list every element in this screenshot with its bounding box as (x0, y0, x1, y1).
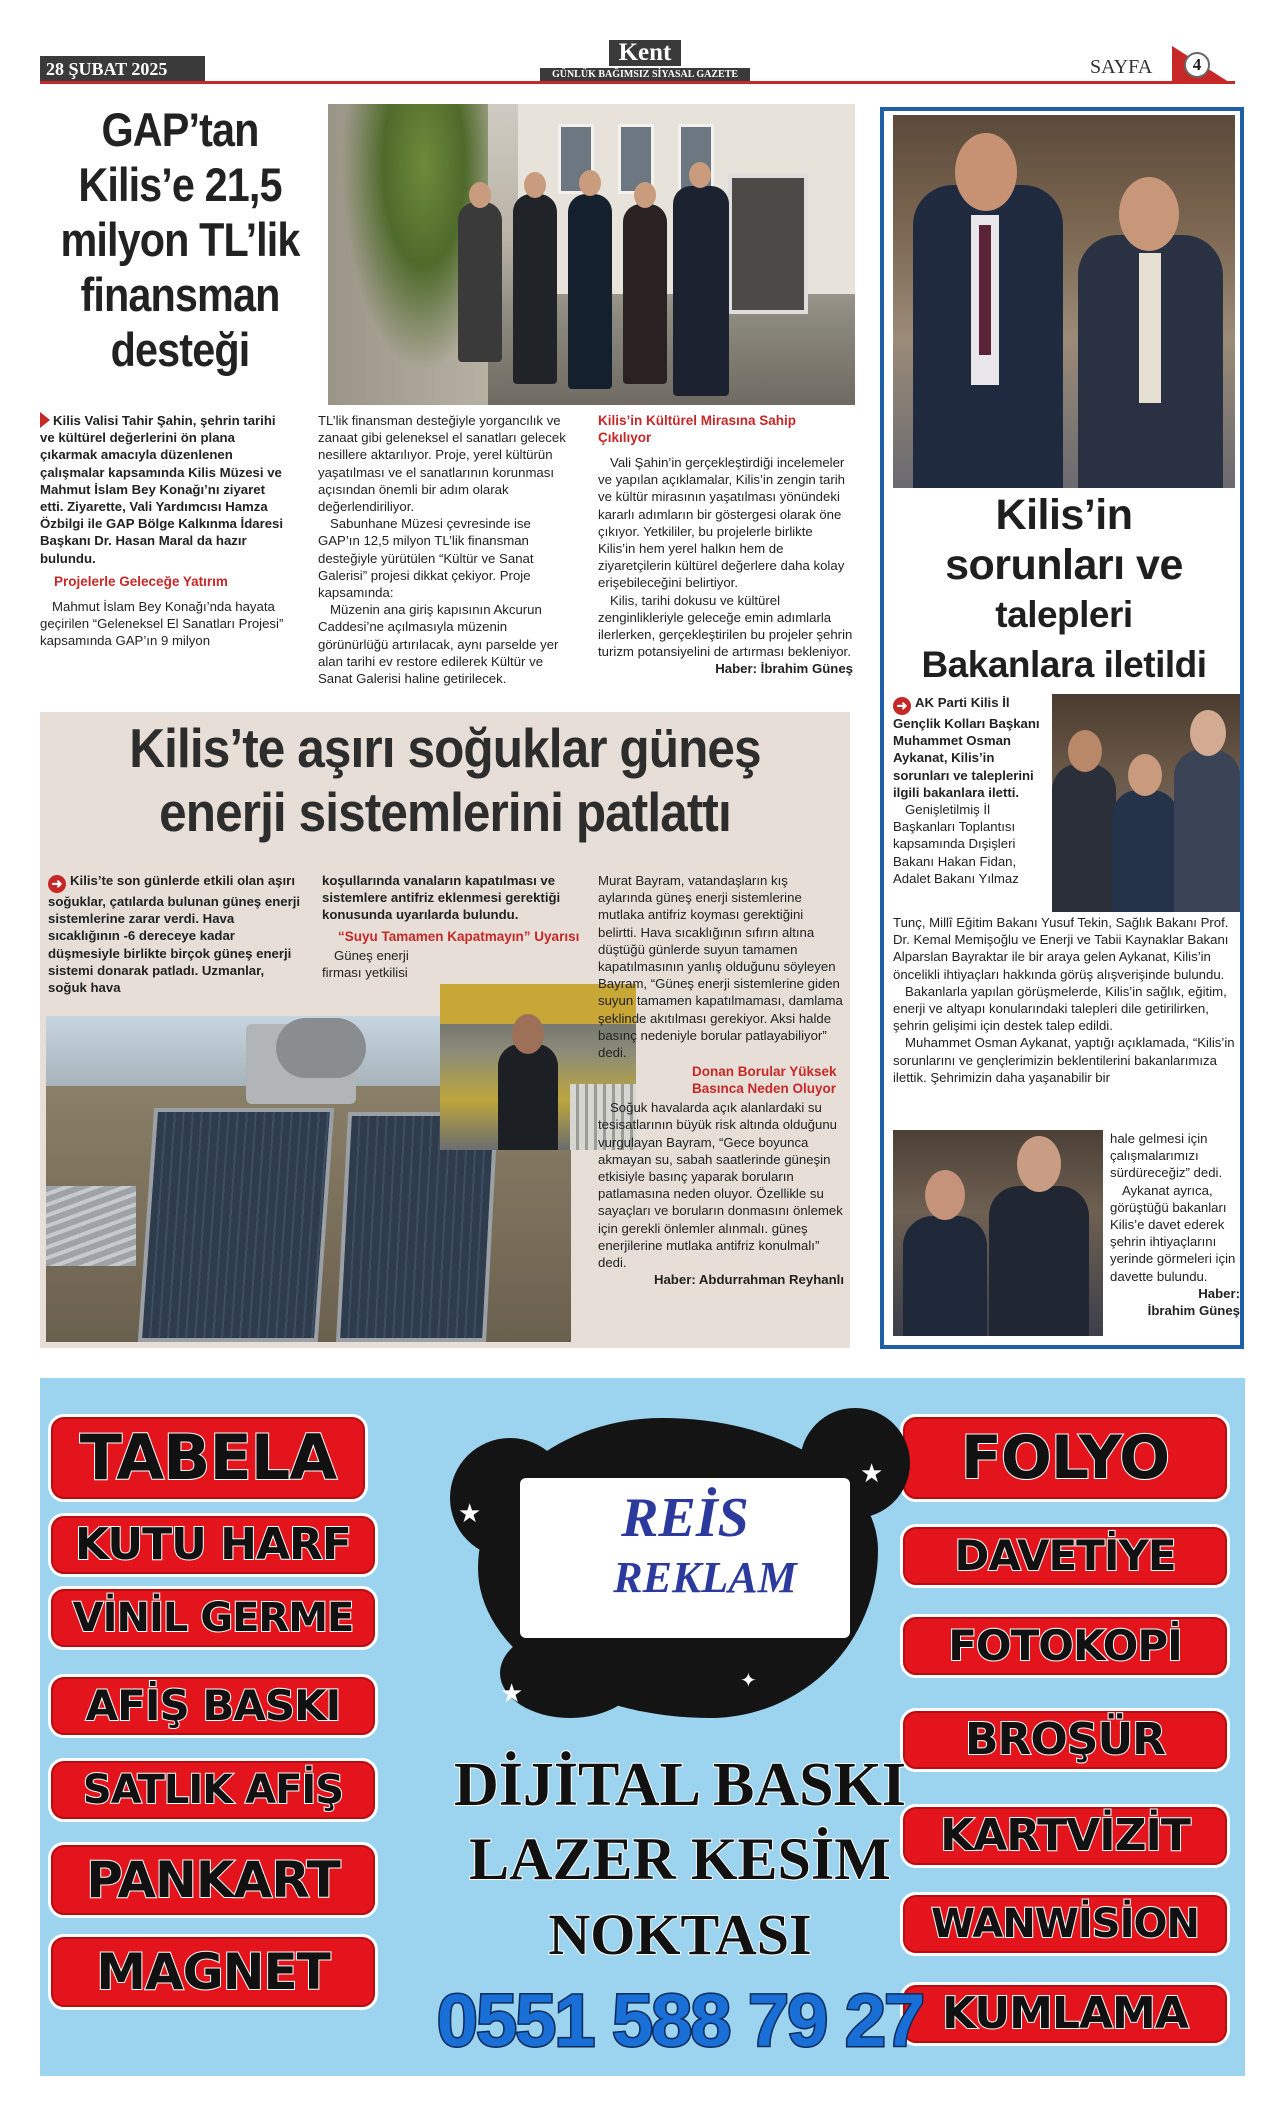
article2-column-2 (322, 872, 584, 981)
ad-service-afis-baski: AFİŞ BASKI (48, 1674, 378, 1738)
article1-byline: Haber: İbrahim Güneş (715, 661, 853, 677)
headline-line: desteği (110, 323, 250, 376)
star-icon: ★ (500, 1678, 524, 1708)
bullet-arrow-icon (40, 412, 50, 428)
article3-paragraph: Bakanlarla yapılan görüşmelerde, Kilis’in sağlık, eğitim, enerji ve altyapı konularındaki talepleri dile getirilirken, şehrin gelişimi için destek talep edildi. (893, 983, 1227, 1034)
article1-column-2 (318, 412, 570, 687)
ad-center-block (436, 1378, 924, 2076)
ad-service-magnet: MAGNET (48, 1934, 378, 2010)
article1-paragraph: Müzenin ana giriş kapısının Akcurun Caddesi’ne açılmasıyla müzenin görünürlüğü artırılacak, aynı parselde yer alan tarihi ev restore edilerek Kültür ve Sanat Galerisi haline getirilecek. (318, 602, 559, 687)
headline-line: Bakanlara iletildi (921, 644, 1207, 685)
paper-subtitle: GÜNLÜK BAĞIMSIZ SİYASAL GAZETE (540, 68, 750, 82)
ad-service-satlik-afis: SATLIK AFİŞ (48, 1758, 378, 1822)
article3-photo-handshake (893, 1130, 1103, 1336)
bullet-arrow-icon: ➜ (893, 697, 911, 715)
star-icon: ★ (458, 1498, 482, 1528)
advertisement-reis-reklam[interactable] (40, 1378, 1245, 2076)
headline-line: Kilis’in (995, 491, 1133, 539)
headline-line: milyon TL’lik (60, 213, 300, 266)
article2-paragraph: Soğuk havalarda açık alanlardaki su tesisatlarının büyük risk altında olduğunu vurgulayan Bayram, “Gece boyunca akmayan su, sabah saatlerinde güneşin etkisiyle basınç yaparak boruların patlamasına neden oluyor. Özellikle su sayaçları ve boruların donmasını önlemek için gerekli önlemler alınmalı. güneş enerjilerine mutlaka antifriz konulmalı” dedi. (598, 1100, 843, 1271)
article2-column-1 (48, 872, 306, 996)
ad-service-brosur: BROŞÜR (900, 1708, 1230, 1772)
article2-lead: Kilis’te son günlerde etkili olan aşırı soğuklar, çatılarda bulunan güneş enerji sistemlerine zarar verdi. Hava sıcaklığının -6 dereceye kadar düşmesiyle birlikte birçok güneş enerji sistemi donarak patladı. Uzmanlar, soğuk hava (48, 873, 301, 996)
article3-paragraph: Aykanat ayrıca, görüştüğü bakanları Kilis’e davet ederek şehrin ihtiyaçlarını yerinde görmeleri için davette bulundu. (1110, 1182, 1236, 1284)
article3-byline-name: İbrahim Güneş (1147, 1303, 1240, 1319)
article3-photo-group (1052, 694, 1240, 912)
article3-column-bottom (1110, 1130, 1240, 1319)
star-icon: ✦ (740, 1670, 757, 1692)
ad-service-kutu-harf: KUTU HARF (48, 1513, 378, 1577)
article3-paragraph: Genişletilmiş İl Başkanları Toplantısı kapsamında Dışişleri Bakanı Hakan Fidan, Adalet Bakanı Yılmaz (893, 802, 1019, 886)
article1-subhead-2: Kilis’in Kültürel Mirasına Sahip Çıkılıyor (598, 413, 797, 445)
article2-byline: Haber: Abdurrahman Reyhanlı (653, 1272, 844, 1288)
ad-service-tabela: TABELA (48, 1414, 368, 1502)
headline-line: sorunları ve (945, 541, 1183, 589)
paper-name: Kent (609, 40, 682, 66)
ad-service-kumlama: KUMLAMA (900, 1982, 1230, 2046)
article2-lead-continued: koşullarında vanaların kapatılması ve sistemlere antifriz eklenmesi gerektiği konusunda uyarılarda bulundu. (322, 873, 561, 923)
ad-line-dijital-baski: DİJİTAL BASKI (454, 1751, 906, 1819)
header-rule (40, 81, 1235, 84)
article1-paragraph: Mahmut İslam Bey Konağı’nda hayata geçirilen “Geleneksel El Sanatları Projesi” kapsamında GAP’ın 9 milyon (40, 598, 284, 649)
article2-headline (81, 716, 810, 844)
headline-line: enerji sistemlerini patlattı (159, 781, 731, 843)
article1-paragraph: Kilis, tarihi dokusu ve kültürel zenginlikleriyle geleceğe emin adımlarla ilerlerken, gerçekleştirilen bu projeler şehrin turizm potansiyelini de artırması bekleniyor. (598, 592, 853, 660)
article3-lead: AK Parti Kilis İl Gençlik Kolları Başkanı Muhammet Osman Aykanat, Kilis’in sorunları ve taleplerini ilgili bakanlara iletti. (893, 695, 1040, 800)
article1-paragraph: Sabunhane Müzesi çevresinde ise GAP’ın 12,5 milyon TL’lik finansman desteğiyle yürütülen “Kültür ve Sanat Galerisi” projesi dikkat çekiyor. Proje kapsamında: (318, 516, 534, 601)
ad-phone-number[interactable]: 0551 588 79 27 (436, 1979, 924, 2062)
bullet-arrow-icon: ➜ (48, 875, 66, 893)
article2-paragraph: Güneş enerji firması yetkilisi (322, 947, 409, 980)
logo-text: REİS REKLAM (613, 1487, 797, 1602)
headline-line: Kilis’e 21,5 (78, 158, 282, 211)
issue-date: 28 ŞUBAT 2025 (40, 56, 205, 82)
article3-photo-minister-meeting (893, 115, 1235, 488)
article1-photo-governor-visit (328, 104, 855, 405)
article3-column-full (893, 914, 1239, 1086)
article3-paragraph: Tunç, Millî Eğitim Bakanı Yusuf Tekin, Sağlık Bakanı Prof. Dr. Kemal Memişoğlu ve Enerji ve Tabii Kaynaklar Bakanı Alparslan Bayraktar ile bir araya gelen Aykanat, Kilis’in öncelikli ihtiyaçları hakkında görüş alışverişinde bulundu. (893, 915, 1229, 982)
headline-line: finansman (80, 268, 280, 321)
article2-paragraph: Murat Bayram, vatandaşların kış aylarında güneş enerji sistemlerine mutlaka antifriz koyması gerektiğini belirtti. Hava sıcaklığının sıfırın altına düştüğü günlerde suyun tamamen kapatılmasının yanlış olduğunu söyleyen Bayram, “Güneş enerji sistemlerine giden suyun tamamen kapatılmaması, damlama şeklinde akıtılması gerekiyor. Aksi halde basınç nedeniyle borular patlayabiliyor” dedi. (598, 873, 843, 1061)
article1-lead: Kilis Valisi Tahir Şahin, şehrin tarihi ve kültürel değerlerini ön plana çıkarmak amacıyla düzenlenen çalışmalar kapsamında Kilis Müzesi ve Mahmut İslam Bey Konağı’nı ziyaret etti. Ziyarette, Vali Yardımcısı Hamza Özbilgi ile GAP Bölge Kalkınma İdaresi Başkanı Dr. Hasan Maral da hazır bulundu. (40, 413, 284, 566)
ad-line-noktasi: NOKTASI (548, 1902, 812, 1967)
article1-column-1 (40, 412, 292, 649)
ad-line-lazer-kesim: LAZER KESİM (469, 1826, 891, 1892)
ad-service-folyo: FOLYO (900, 1414, 1230, 1502)
article1-column-3 (598, 412, 853, 678)
article3-headline (893, 490, 1235, 690)
ad-service-wanwision: WANWİSİON (900, 1892, 1230, 1956)
article3-paragraph: hale gelmesi için çalışmalarımızı sürdüreceğiz” dedi. (1110, 1131, 1223, 1181)
ad-service-kartvizit: KARTVİZİT (900, 1804, 1230, 1868)
star-icon: ★ (860, 1458, 884, 1488)
article3-paragraph: Muhammet Osman Aykanat, yaptığı açıklamada, “Kilis’in sorunlarını ve gençlerimizin beklentilerini bakanlarımıza ilettik. Şehrimizin daha yaşanabilir bir (893, 1035, 1235, 1085)
article1-headline (57, 102, 303, 377)
page-number: 4 (1184, 52, 1210, 78)
page-label: SAYFA (1090, 56, 1153, 78)
page-number-badge (1172, 46, 1232, 84)
article1-subhead-1: Projelerle Geleceğe Yatırım (54, 573, 228, 589)
article3-byline-label: Haber: (1198, 1285, 1240, 1301)
headline-line: GAP’tan (101, 103, 259, 156)
ad-service-davetiye: DAVETİYE (900, 1524, 1230, 1588)
article1-paragraph: TL’lik finansman desteğiyle yorgancılık ve zanaat gibi geleneksel el sanatları gelecek nesillere aktarılıyor. Proje, yerel kültürün yaşatılması ve el sanatlarının korunması açısından önemli bir adım olarak değerlendiriliyor. (318, 413, 566, 515)
headline-line: Kilis’te aşırı soğuklar güneş (129, 717, 761, 779)
ad-service-vinil-germe: VİNİL GERME (48, 1586, 378, 1650)
masthead (540, 40, 750, 84)
article2-subhead-2: Donan Borular Yüksek Basınca Neden Oluyor (692, 1064, 837, 1097)
ad-service-pankart: PANKART (48, 1842, 378, 1918)
ad-service-fotokopi: FOTOKOPİ (900, 1614, 1230, 1678)
article1-paragraph: Vali Şahin’in gerçekleştirdiği incelemeler ve yapılan açıklamalar, Kilis’in zengin tarih ve kültür mirasının yaşatılması yönündeki kararlı adımların bir göstergesi olarak öne çıkıyor. Yetkililer, bu projelerle birlikte Kilis’in hem yerel halkın hem de ziyaretçilerin kültürel değerlere daha kolay erişebileceğini belirtiyor. (598, 455, 846, 591)
article2-subhead-1: “Suyu Tamamen Kapatmayın” Uyarısı (338, 928, 580, 944)
article3-column-top (893, 694, 1045, 887)
article2-column-3 (598, 872, 844, 1288)
headline-line: talepleri (995, 594, 1133, 635)
